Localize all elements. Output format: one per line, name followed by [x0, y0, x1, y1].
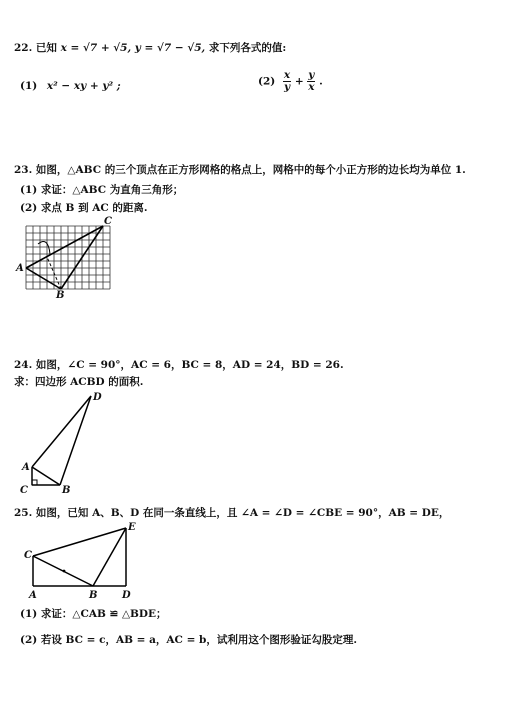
q24-quadrilateral-figure	[14, 388, 114, 498]
q25-trapezoid-figure	[14, 520, 144, 600]
q22-part1-expr: x² − xy + y² ;	[46, 80, 121, 92]
q25-label-a: A	[29, 590, 37, 600]
q24-quad-lines	[32, 396, 91, 485]
q24-label-c: C	[20, 485, 28, 496]
q22-plus: +	[294, 75, 304, 88]
q22-frac2-num: y	[308, 69, 315, 81]
q24-label-d: D	[93, 392, 102, 403]
q23-label-c: C	[104, 216, 112, 227]
q22-stem	[14, 40, 286, 55]
q23-label-a: A	[16, 263, 24, 274]
q22-frac1-num: x	[283, 69, 291, 81]
q25-label-e: E	[128, 522, 136, 533]
q25-part2: (2) 若设 BC = c，AB = a，AC = b，试利用这个图形验证勾股定理.	[20, 634, 358, 646]
q25-label-c: C	[24, 550, 32, 561]
q23-label-b: B	[56, 290, 65, 300]
q22-part2-label: (2)	[258, 75, 276, 88]
q23-triangle	[26, 226, 103, 289]
q22-frac1-den: y	[283, 81, 291, 93]
q22-prefix: 22. 已知	[14, 42, 57, 54]
q22-period: .	[319, 75, 323, 88]
q23-stem: 23. 如图，△ABC 的三个顶点在正方形网格的格点上，网格中的每个小正方形的边长均为单位 1.	[14, 164, 466, 176]
q24-label-b: B	[62, 485, 71, 496]
q25-stem: 25. 如图，已知 A、B、D 在同一条直线上，且 ∠A = ∠D = ∠CBE = 90°，AB = DE，	[14, 507, 450, 519]
q22-fraction-x-over-y	[283, 70, 291, 93]
q22-cond-x: x = √7 + √5,	[60, 42, 132, 54]
q25-point-mark	[63, 570, 66, 573]
q25-label-d: D	[122, 590, 131, 600]
q24-label-a: A	[22, 462, 30, 473]
q23-part1: (1) 求证：△ABC 为直角三角形；	[20, 184, 184, 196]
q24-stem: 24. 如图，∠C = 90°，AC = 6，BC = 8，AD = 24，BD = 26.	[14, 359, 344, 371]
q25-label-b: B	[89, 590, 98, 600]
q25-figure-lines	[33, 528, 126, 586]
q22-fraction-y-over-x	[307, 70, 315, 93]
q24-ask: 求：四边形 ACBD 的面积.	[14, 376, 144, 388]
q22-part1	[20, 80, 121, 92]
q23-grid-figure	[14, 214, 120, 300]
q22-frac2-den: x	[308, 81, 315, 93]
q22-cond-y: y = √7 − √5,	[134, 42, 206, 54]
q22-part2	[258, 70, 323, 93]
q23-part2: (2) 求点 B 到 AC 的距离.	[20, 202, 148, 214]
q25-part1: (1) 求证：△CAB ≌ △BDE；	[20, 608, 167, 620]
q22-suffix: 求下列各式的值:	[208, 42, 287, 54]
q22-part1-label: (1)	[20, 80, 38, 92]
